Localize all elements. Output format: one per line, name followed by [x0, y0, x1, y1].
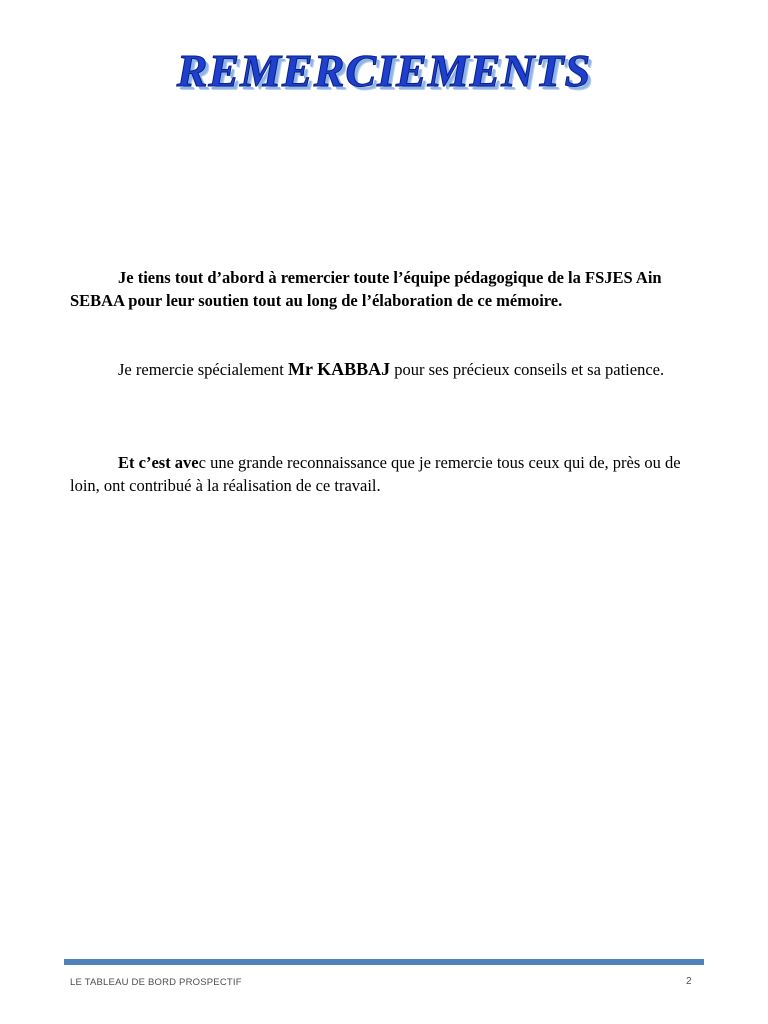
- paragraph-thanks-supervisor-start: Je remercie spécialement: [118, 360, 288, 379]
- supervisor-name: Mr KABBAJ: [287, 359, 391, 379]
- paragraph-thanks-supervisor-end: pour ses précieux conseils et sa patience.: [390, 360, 665, 379]
- footer-rule: [64, 959, 704, 965]
- footer-title: LE TABLEAU DE BORD PROSPECTIF: [70, 977, 242, 988]
- page-number: 2: [686, 976, 692, 987]
- paragraph-thanks-all-bold: Et c’est ave: [118, 453, 199, 472]
- paragraph-thanks-all-text: c une grande reconnaissance que je remercie tous ceux qui de, près ou de loin, ont contribué à la réalisation de ce travail.: [70, 453, 681, 495]
- paragraph-thanks-team: [70, 266, 690, 312]
- paragraph-thanks-all: [70, 451, 690, 497]
- paragraph-thanks-supervisor: [70, 358, 690, 381]
- page-title: REMERCIEMENTS: [176, 45, 592, 96]
- title-container: [0, 45, 768, 96]
- paragraph-thanks-team-text: Je tiens tout d’abord à remercier toute l’équipe pédagogique de la FSJES Ain SEBAA pour leur soutien tout au long de l’élaboration de ce mémoire.: [70, 268, 662, 310]
